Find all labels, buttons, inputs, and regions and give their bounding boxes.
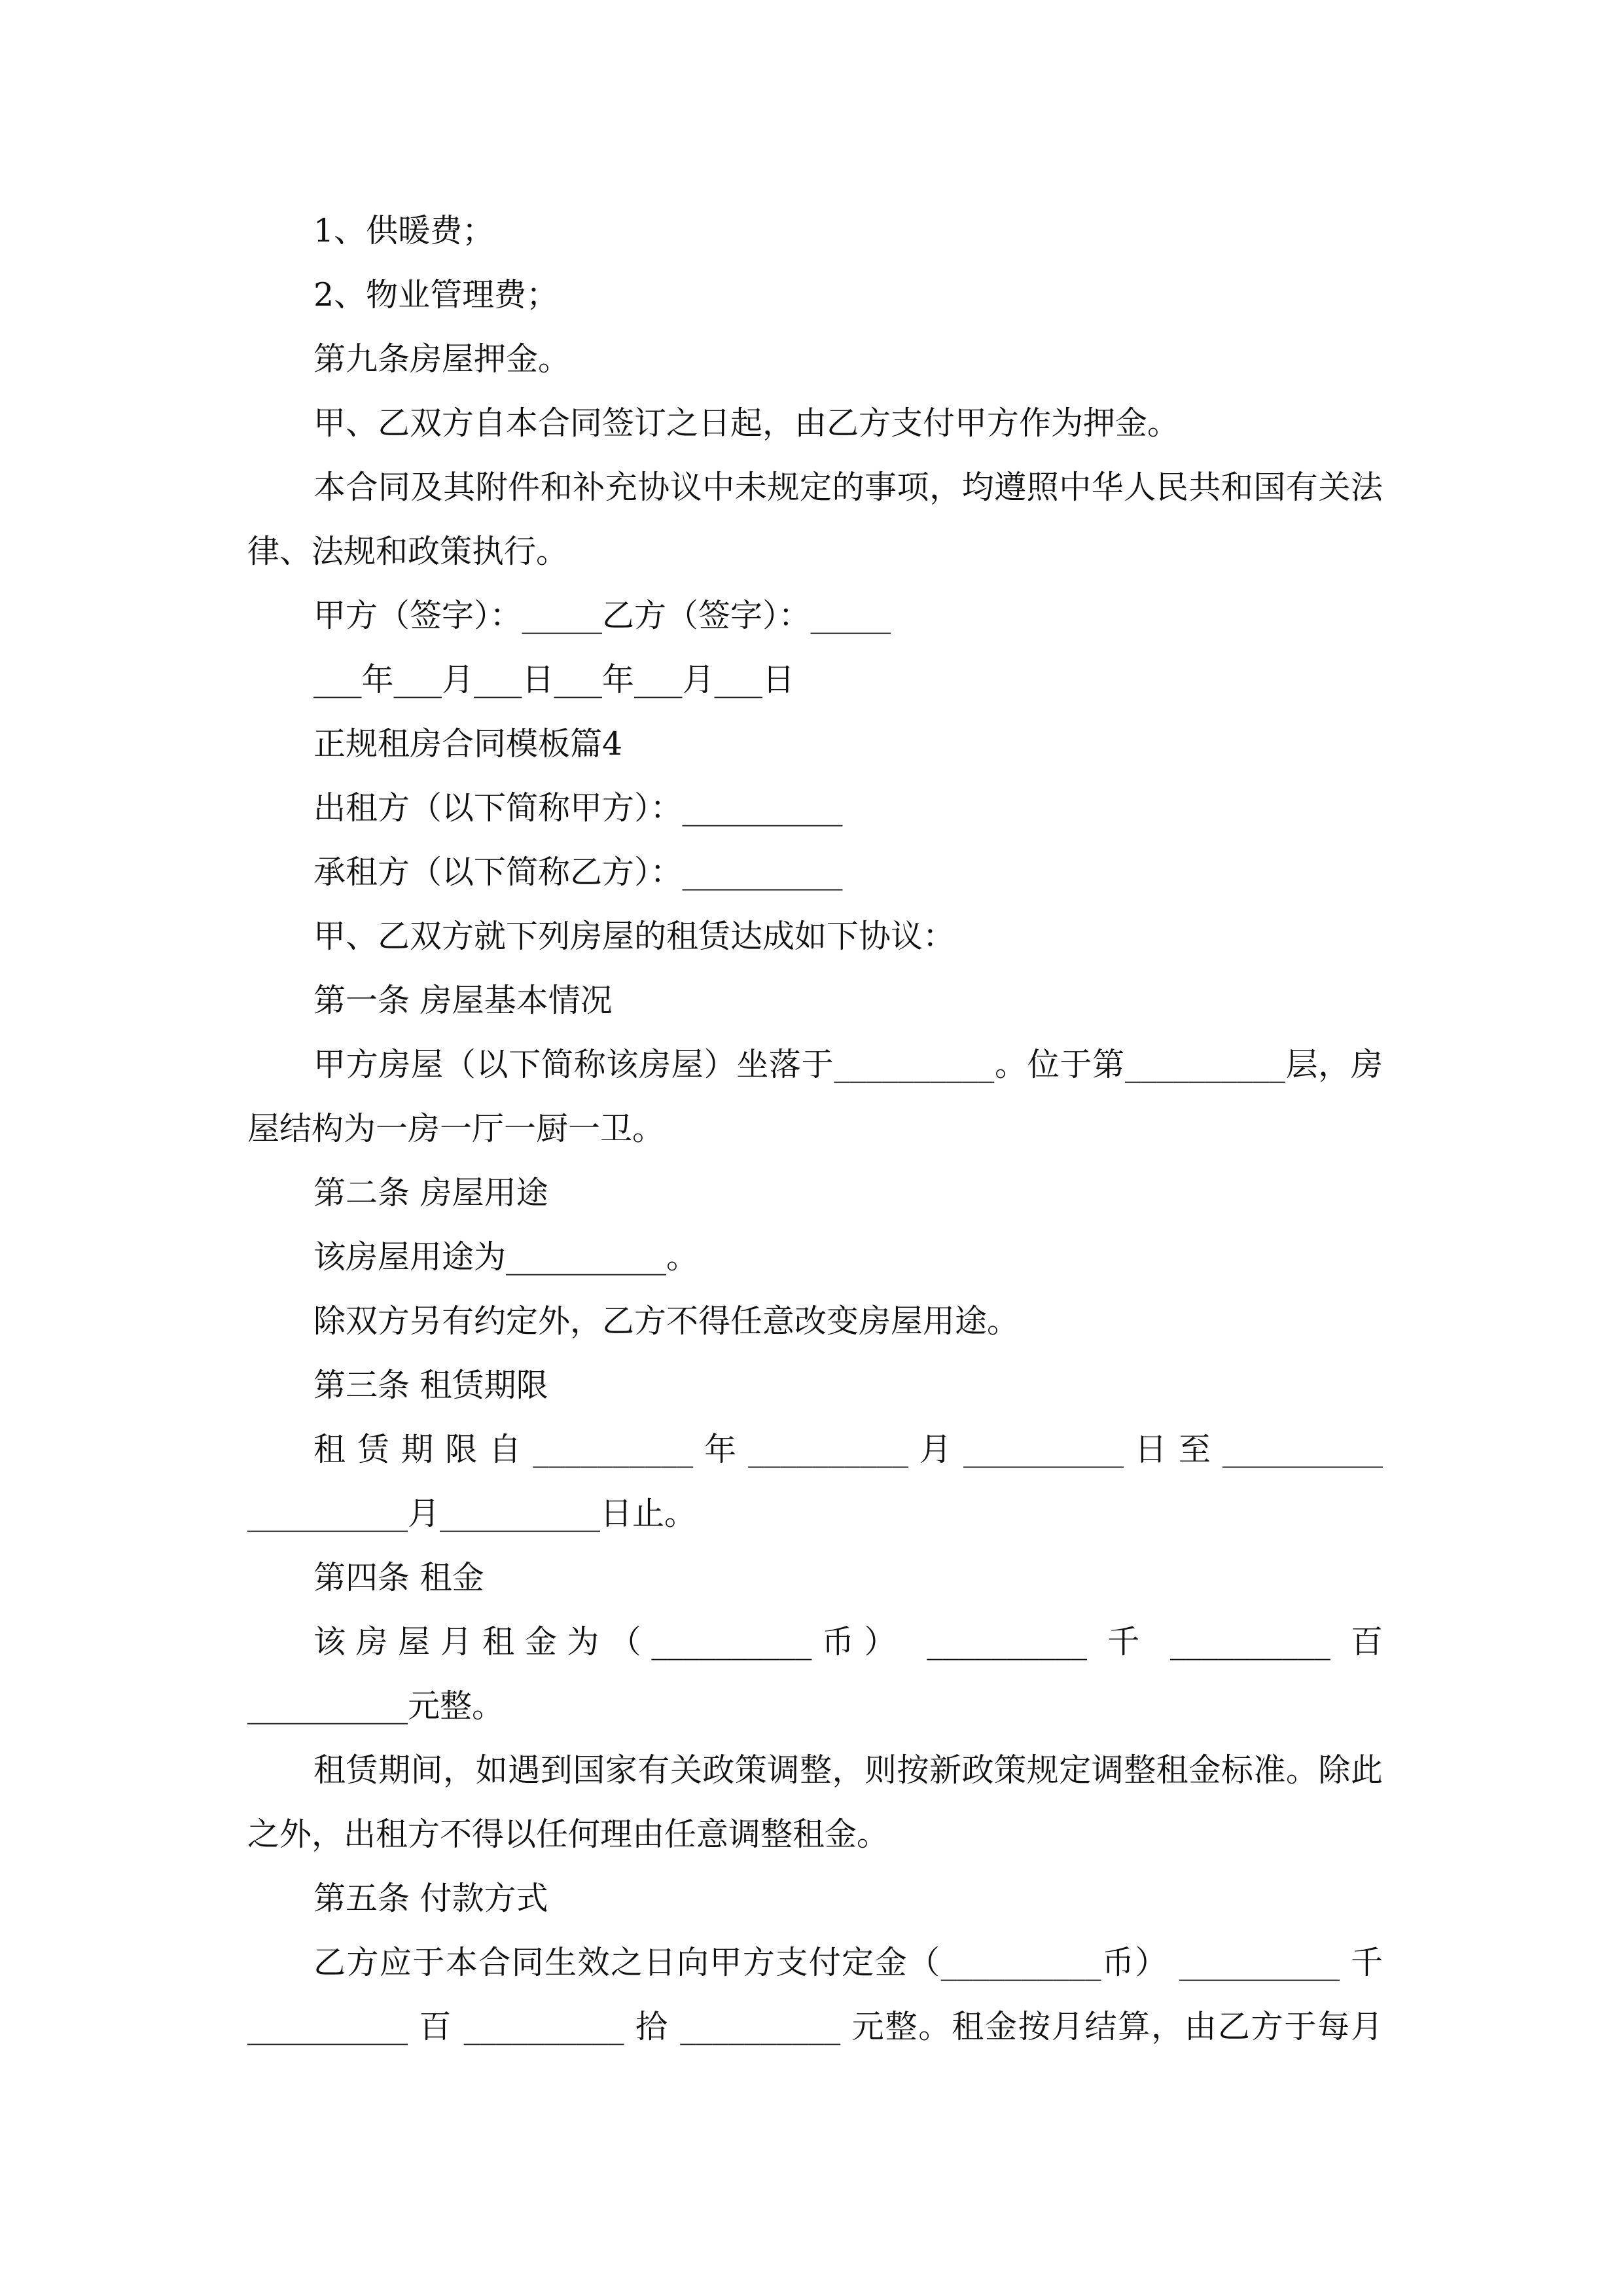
text-line: 第五条 付款方式 xyxy=(313,1880,548,1917)
text-line: 出租方（以下简称甲方）：__________ xyxy=(313,789,843,827)
text-line: 该房屋用途为__________。 xyxy=(313,1238,699,1276)
text-line: 该房屋月租金为（__________币） __________ 千 __________ 百 xyxy=(313,1623,1383,1660)
text-line: 第三条 租赁期限 xyxy=(313,1367,548,1404)
text-line: 甲方（签字）：_____乙方（签字）：_____ xyxy=(313,597,891,634)
document-body xyxy=(247,199,1383,2059)
text-line: 正规租房合同模板篇4 xyxy=(313,725,623,762)
text-line: 第四条 租金 xyxy=(313,1559,484,1596)
text-line: 甲、乙双方自本合同签订之日起，由乙方支付甲方作为押金。 xyxy=(313,404,1180,442)
text-line: 之外，出租方不得以任何理由任意调整租金。 xyxy=(247,1816,889,1853)
text-line: 乙方应于本合同生效之日向甲方支付定金（__________币） __________ 千 xyxy=(313,1944,1383,1981)
text-line: 第二条 房屋用途 xyxy=(313,1174,548,1211)
text-line: ___年___月___日___年___月___日 xyxy=(313,661,795,698)
text-line: 甲、乙双方就下列房屋的租赁达成如下协议： xyxy=(313,918,955,955)
text-line: 屋结构为一房一厅一厨一卫。 xyxy=(247,1110,665,1147)
text-line: 第一条 房屋基本情况 xyxy=(313,982,613,1019)
text-line: 律、法规和政策执行。 xyxy=(247,533,569,570)
text-line: __________元整。 xyxy=(247,1687,505,1725)
text-line: 1、供暖费； xyxy=(313,212,495,249)
text-line: __________ 百 __________ 拾 __________ 元整。租金按月结算，由乙方于每月 xyxy=(247,2008,1383,2045)
text-line: 本合同及其附件和补充协议中未规定的事项，均遵照中华人民共和国有关法 xyxy=(313,469,1383,506)
text-line: 除双方另有约定外，乙方不得任意改变房屋用途。 xyxy=(313,1302,1020,1340)
text-line: 2、物业管理费； xyxy=(313,276,559,314)
text-line: __________月__________日止。 xyxy=(247,1495,697,1532)
text-line: 租 赁 期 限 自 __________ 年 __________ 月 __________ 日 至 __________ xyxy=(313,1431,1383,1468)
text-line: 承租方（以下简称乙方）：__________ xyxy=(313,853,843,891)
text-line: 甲方房屋（以下简称该房屋）坐落于__________。位于第__________层，房 xyxy=(313,1046,1383,1083)
text-line: 租赁期间，如遇到国家有关政策调整，则按新政策规定调整租金标准。除此 xyxy=(313,1751,1383,1789)
text-line: 第九条房屋押金。 xyxy=(313,340,571,378)
